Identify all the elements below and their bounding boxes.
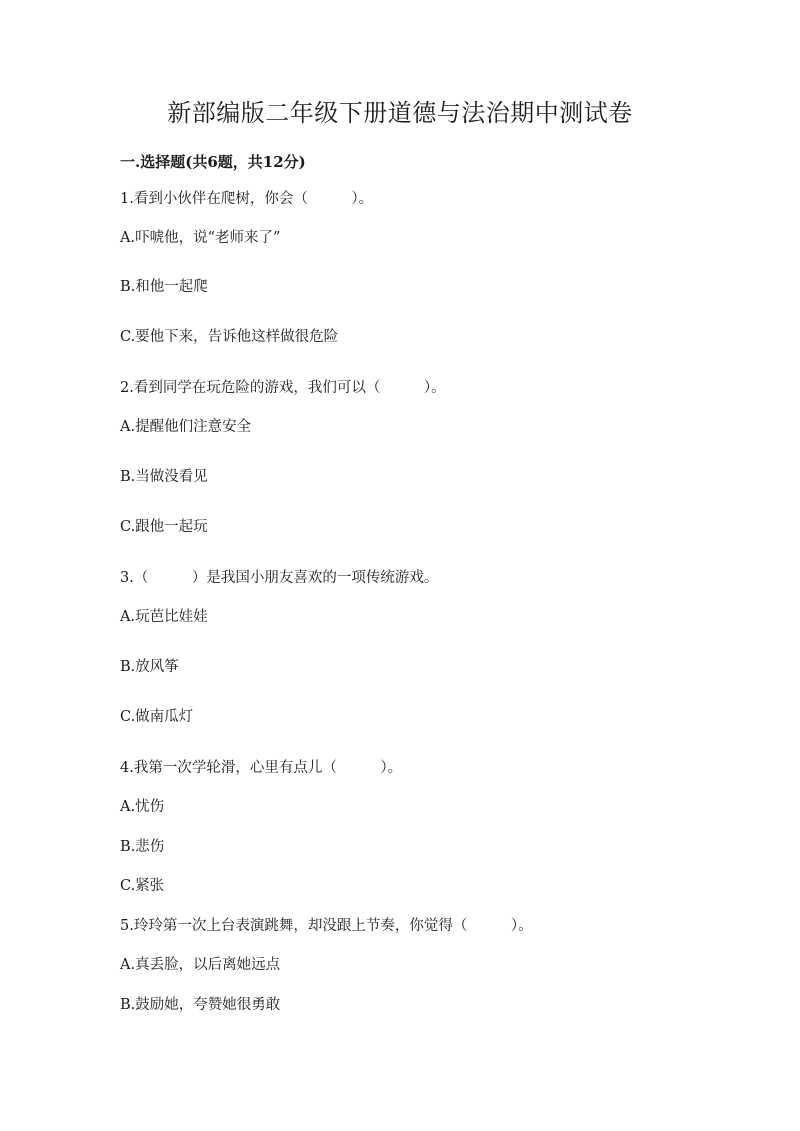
question-2-stem: 2.看到同学在玩危险的游戏，我们可以（ ）。 bbox=[120, 380, 446, 396]
question-2-option-a: A.提醒他们注意安全 bbox=[120, 419, 252, 435]
question-3-option-a: A.玩芭比娃娃 bbox=[120, 609, 208, 625]
section-heading: 一.选择题(共6题，共12分) bbox=[120, 153, 306, 171]
question-1-option-c: C.要他下来，告诉他这样做很危险 bbox=[120, 329, 339, 345]
question-4-option-c: C.紧张 bbox=[120, 878, 165, 894]
question-2-option-c: C.跟他一起玩 bbox=[120, 519, 208, 535]
question-2-option-b: B.当做没看见 bbox=[120, 469, 208, 485]
question-1-option-b: B.和他一起爬 bbox=[120, 279, 208, 295]
question-5-option-b: B.鼓励她，夸赞她很勇敢 bbox=[120, 997, 281, 1013]
question-1-stem: 1.看到小伙伴在爬树，你会（ ）。 bbox=[120, 191, 374, 207]
question-3-option-c: C.做南瓜灯 bbox=[120, 709, 194, 725]
question-1-option-a: A.吓唬他，说“老师来了” bbox=[120, 230, 281, 246]
question-4-option-a: A.忧伤 bbox=[120, 799, 165, 815]
question-4-option-b: B.悲伤 bbox=[120, 839, 165, 855]
page-title: 新部编版二年级下册道德与法治期中测试卷 bbox=[167, 99, 633, 127]
question-5-option-a: A.真丢脸，以后离她远点 bbox=[120, 957, 281, 973]
question-3-stem: 3.（ ）是我国小朋友喜欢的一项传统游戏。 bbox=[120, 570, 439, 586]
question-4-stem: 4.我第一次学轮滑，心里有点儿（ ）。 bbox=[120, 760, 403, 776]
question-5-stem: 5.玲玲第一次上台表演跳舞，却没跟上节奏，你觉得（ ）。 bbox=[120, 918, 533, 934]
question-3-option-b: B.放风筝 bbox=[120, 659, 179, 675]
